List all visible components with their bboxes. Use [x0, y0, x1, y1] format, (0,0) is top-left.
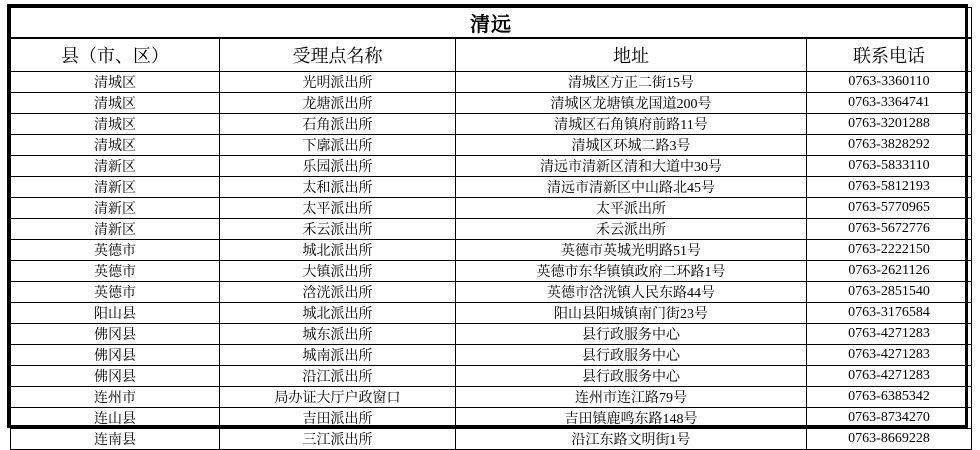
table-row — [11, 177, 972, 198]
cell-office: 石角派出所 — [220, 114, 456, 135]
cell-district: 清新区 — [11, 198, 220, 219]
cell-address: 阳山县阳城镇南门街23号 — [456, 303, 807, 324]
cell-office: 浛洸派出所 — [220, 282, 456, 303]
cell-office: 吉田派出所 — [220, 408, 456, 429]
cell-phone: 0763-3360110 — [807, 72, 972, 93]
cell-district: 清城区 — [11, 72, 220, 93]
table-row — [11, 198, 972, 219]
cell-phone: 0763-5812193 — [807, 177, 972, 198]
cell-address: 县行政服务中心 — [456, 345, 807, 366]
col-header-address: 地址 — [456, 38, 807, 72]
title-row — [11, 8, 972, 39]
cell-office: 龙塘派出所 — [220, 93, 456, 114]
cell-address: 县行政服务中心 — [456, 324, 807, 345]
cell-office: 城北派出所 — [220, 240, 456, 261]
table-head — [11, 8, 972, 72]
table-row — [11, 219, 972, 240]
cell-office: 城北派出所 — [220, 303, 456, 324]
table-row — [11, 72, 972, 93]
cell-address: 沿江东路文明街1号 — [456, 429, 807, 450]
cell-district: 清新区 — [11, 219, 220, 240]
contact-table-container — [7, 4, 968, 448]
cell-office: 太平派出所 — [220, 198, 456, 219]
table-row — [11, 408, 972, 429]
cell-address: 清远市清新区清和大道中30号 — [456, 156, 807, 177]
cell-office: 沿江派出所 — [220, 366, 456, 387]
cell-address: 英德市英城光明路51号 — [456, 240, 807, 261]
cell-office: 大镇派出所 — [220, 261, 456, 282]
table-title: 清远 — [11, 8, 972, 39]
cell-phone: 0763-5833110 — [807, 156, 972, 177]
cell-address: 清城区方正二街15号 — [456, 72, 807, 93]
table-row — [11, 324, 972, 345]
cell-district: 清城区 — [11, 135, 220, 156]
cell-district: 清城区 — [11, 93, 220, 114]
cell-address: 禾云派出所 — [456, 219, 807, 240]
table-row — [11, 93, 972, 114]
table-body — [11, 72, 972, 450]
cell-district: 连山县 — [11, 408, 220, 429]
cell-address: 英德市浛洸镇人民东路44号 — [456, 282, 807, 303]
table-row — [11, 156, 972, 177]
table-row — [11, 261, 972, 282]
cell-address: 吉田镇鹿鸣东路148号 — [456, 408, 807, 429]
cell-phone: 0763-4271283 — [807, 366, 972, 387]
cell-phone: 0763-4271283 — [807, 324, 972, 345]
table-row — [11, 429, 972, 450]
col-header-office: 受理点名称 — [220, 38, 456, 72]
cell-phone: 0763-8669228 — [807, 429, 972, 450]
table-row — [11, 303, 972, 324]
cell-phone: 0763-3176584 — [807, 303, 972, 324]
cell-address: 清城区环城二路3号 — [456, 135, 807, 156]
cell-district: 连州市 — [11, 387, 220, 408]
table-row — [11, 282, 972, 303]
cell-phone: 0763-3828292 — [807, 135, 972, 156]
qingyuan-contact-table — [10, 7, 972, 450]
cell-office: 城东派出所 — [220, 324, 456, 345]
table-row — [11, 114, 972, 135]
cell-phone: 0763-4271283 — [807, 345, 972, 366]
cell-phone: 0763-3201288 — [807, 114, 972, 135]
cell-district: 清新区 — [11, 156, 220, 177]
cell-address: 清城区龙塘镇龙国道200号 — [456, 93, 807, 114]
cell-office: 三江派出所 — [220, 429, 456, 450]
cell-office: 太和派出所 — [220, 177, 456, 198]
col-header-phone: 联系电话 — [807, 38, 972, 72]
table-row — [11, 240, 972, 261]
cell-phone: 0763-5672776 — [807, 219, 972, 240]
cell-phone: 0763-8734270 — [807, 408, 972, 429]
cell-phone: 0763-6385342 — [807, 387, 972, 408]
cell-phone: 0763-5770965 — [807, 198, 972, 219]
cell-address: 清远市清新区中山路北45号 — [456, 177, 807, 198]
cell-address: 清城区石角镇府前路11号 — [456, 114, 807, 135]
cell-office: 光明派出所 — [220, 72, 456, 93]
cell-office: 局办证大厅户政窗口 — [220, 387, 456, 408]
cell-office: 下廓派出所 — [220, 135, 456, 156]
cell-district: 英德市 — [11, 240, 220, 261]
table-row — [11, 387, 972, 408]
cell-office: 禾云派出所 — [220, 219, 456, 240]
cell-district: 佛冈县 — [11, 345, 220, 366]
table-row — [11, 366, 972, 387]
cell-office: 乐园派出所 — [220, 156, 456, 177]
col-header-district: 县（市、区） — [11, 38, 220, 72]
cell-phone: 0763-3364741 — [807, 93, 972, 114]
cell-district: 清新区 — [11, 177, 220, 198]
cell-district: 清城区 — [11, 114, 220, 135]
cell-address: 县行政服务中心 — [456, 366, 807, 387]
table-row — [11, 345, 972, 366]
cell-phone: 0763-2621126 — [807, 261, 972, 282]
cell-district: 英德市 — [11, 261, 220, 282]
cell-district: 佛冈县 — [11, 324, 220, 345]
cell-district: 佛冈县 — [11, 366, 220, 387]
cell-district: 阳山县 — [11, 303, 220, 324]
table-row — [11, 135, 972, 156]
cell-phone: 0763-2851540 — [807, 282, 972, 303]
cell-address: 太平派出所 — [456, 198, 807, 219]
header-row — [11, 38, 972, 72]
cell-phone: 0763-2222150 — [807, 240, 972, 261]
cell-address: 连州市连江路79号 — [456, 387, 807, 408]
cell-district: 英德市 — [11, 282, 220, 303]
cell-district: 连南县 — [11, 429, 220, 450]
cell-address: 英德市东华镇镇政府二环路1号 — [456, 261, 807, 282]
cell-office: 城南派出所 — [220, 345, 456, 366]
